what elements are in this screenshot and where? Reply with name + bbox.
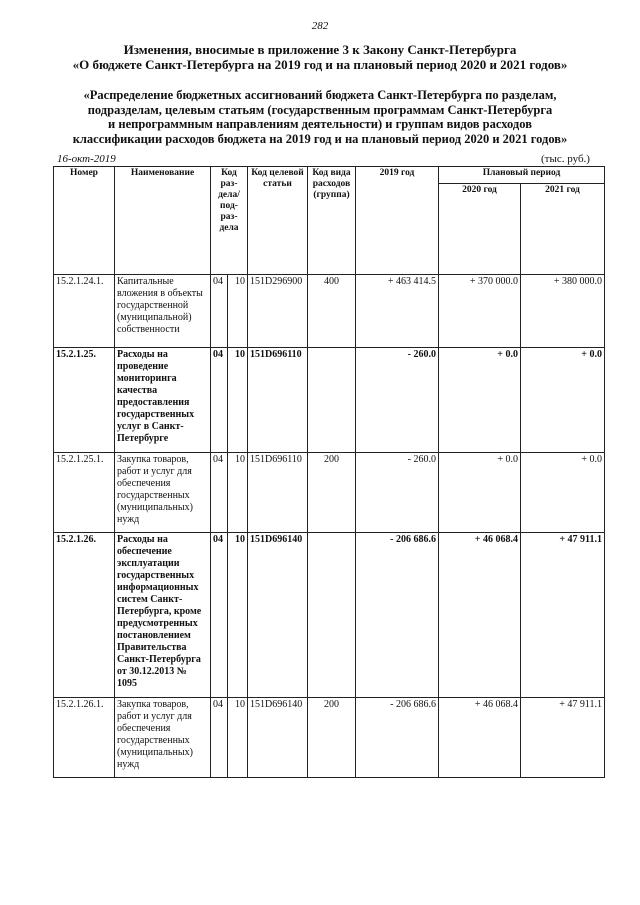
page-number: 282 [311, 20, 329, 32]
header-2019: 2019 год [356, 167, 439, 275]
row-amount-2021: + 380 000.0 [521, 275, 605, 348]
table-row [54, 453, 605, 533]
row-subsection: 10 [228, 698, 248, 778]
title-line: «О бюджете Санкт-Петербурга на 2019 год и на плановый период 2020 и 2021 годов» [72, 57, 568, 72]
row-number: 15.2.1.26. [54, 533, 115, 698]
row-kind: 200 [308, 453, 356, 533]
row-target: 151D696110 [248, 453, 308, 533]
document-date: 16-окт-2019 [57, 153, 116, 165]
row-amount-2021: + 47 911.1 [521, 698, 605, 778]
title-line: Изменения, вносимые в приложение 3 к Закону Санкт-Петербурга [123, 42, 517, 57]
table-row [54, 275, 605, 348]
row-number: 15.2.1.24.1. [54, 275, 115, 348]
row-target: 151D696110 [248, 348, 308, 453]
row-amount-2019: + 463 414.5 [356, 275, 439, 348]
row-target: 151D696140 [248, 533, 308, 698]
row-amount-2019: - 260.0 [356, 348, 439, 453]
row-section: 04 [211, 275, 228, 348]
row-kind: 400 [308, 275, 356, 348]
table-row [54, 348, 605, 453]
table-row [54, 698, 605, 778]
row-target: 151D296900 [248, 275, 308, 348]
row-amount-2020: + 0.0 [439, 348, 521, 453]
row-section: 04 [211, 348, 228, 453]
header-2020: 2020 год [439, 184, 521, 275]
header-2021: 2021 год [521, 184, 605, 275]
row-number: 15.2.1.25.1. [54, 453, 115, 533]
row-subsection: 10 [228, 275, 248, 348]
header-row [54, 167, 605, 184]
budget-table [53, 166, 605, 778]
row-amount-2019: - 206 686.6 [356, 698, 439, 778]
row-target: 151D696140 [248, 698, 308, 778]
row-kind [308, 533, 356, 698]
row-subsection: 10 [228, 348, 248, 453]
header-section-code: Код раз-дела/ под-раз-дела [211, 167, 248, 275]
row-amount-2020: + 370 000.0 [439, 275, 521, 348]
row-section: 04 [211, 533, 228, 698]
row-number: 15.2.1.25. [54, 348, 115, 453]
row-amount-2019: - 206 686.6 [356, 533, 439, 698]
header-plan-period: Плановый период [439, 167, 605, 184]
row-section: 04 [211, 698, 228, 778]
table-row [54, 533, 605, 698]
row-subsection: 10 [228, 453, 248, 533]
row-amount-2021: + 0.0 [521, 348, 605, 453]
row-amount-2020: + 46 068.4 [439, 698, 521, 778]
row-section: 04 [211, 453, 228, 533]
document-subtitle [20, 88, 620, 146]
row-amount-2019: - 260.0 [356, 453, 439, 533]
subtitle-line: и непрограммным направлениям деятельности) и группам видов расходов [108, 117, 532, 131]
row-name: Капитальные вложения в объекты государственной (муниципальной) собственности [115, 275, 211, 348]
row-amount-2020: + 0.0 [439, 453, 521, 533]
row-subsection: 10 [228, 533, 248, 698]
row-kind: 200 [308, 698, 356, 778]
units-label: (тыс. руб.) [541, 153, 590, 165]
row-number: 15.2.1.26.1. [54, 698, 115, 778]
row-amount-2021: + 47 911.1 [521, 533, 605, 698]
row-kind [308, 348, 356, 453]
row-name: Расходы на обеспечение эксплуатации государственных информационных систем Санкт-Петербурга, кроме предусмотренных постановлением Правительства Санкт-Петербурга от 30.12.2013 № 1095 [115, 533, 211, 698]
row-amount-2020: + 46 068.4 [439, 533, 521, 698]
header-kind-code: Код вида расходов (группа) [308, 167, 356, 275]
row-name: Закупка товаров, работ и услуг для обеспечения государственных (муниципальных) нужд [115, 698, 211, 778]
header-number: Номер [54, 167, 115, 275]
header-name: Наименование [115, 167, 211, 275]
row-name: Расходы на проведение мониторинга качества предоставления государственных услуг в Санкт-Петербурге [115, 348, 211, 453]
subtitle-line: «Распределение бюджетных ассигнований бюджета Санкт-Петербурга по разделам, [83, 88, 557, 102]
subtitle-line: классификации расходов бюджета на 2019 год и на плановый период 2020 и 2021 годов» [72, 131, 568, 146]
row-name: Закупка товаров, работ и услуг для обеспечения государственных (муниципальных) нужд [115, 453, 211, 533]
header-target-code: Код целевой статьи [248, 167, 308, 275]
document-title [20, 42, 620, 72]
subtitle-line: подразделам, целевым статьям (государственным программам Санкт-Петербурга [87, 102, 553, 117]
row-amount-2021: + 0.0 [521, 453, 605, 533]
